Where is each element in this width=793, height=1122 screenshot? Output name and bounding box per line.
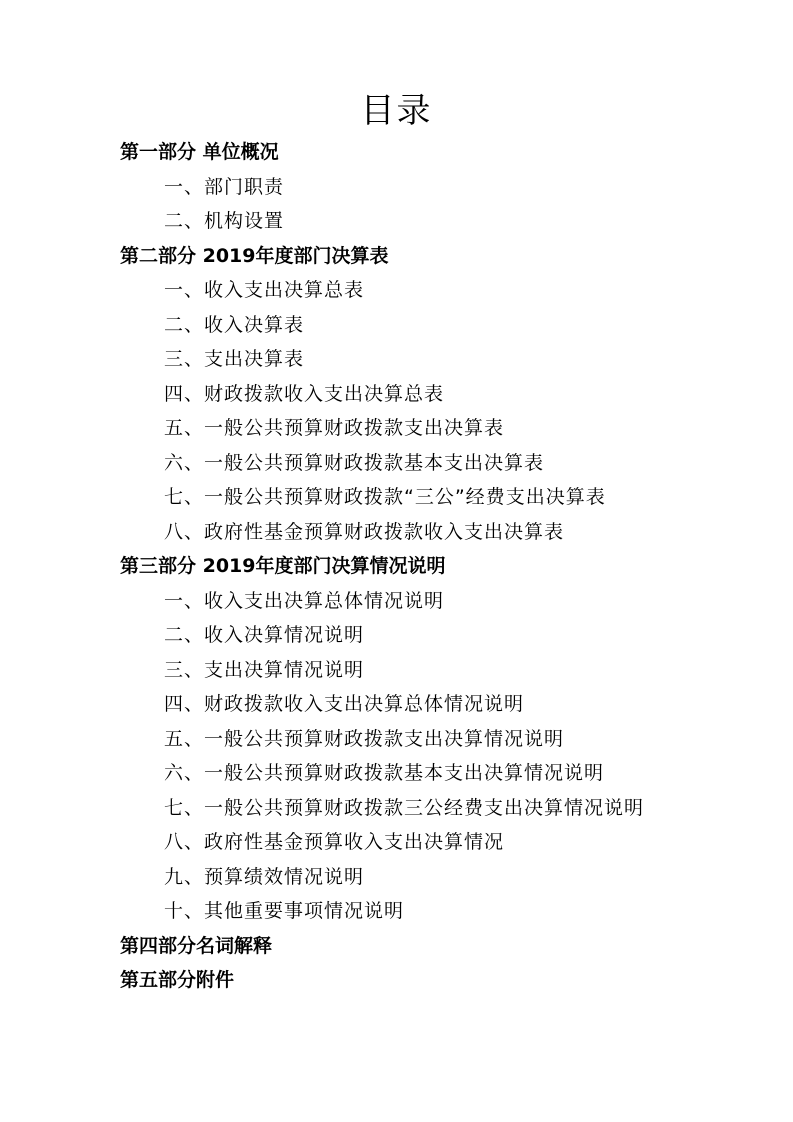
toc-section-heading: 第一部分 单位概况 (120, 141, 279, 163)
toc-entry: 五、一般公共预算财政拨款支出决算情况说明 (164, 727, 565, 750)
toc-entry: 三、支出决算情况说明 (164, 658, 365, 681)
toc-entry: 六、一般公共预算财政拨款基本支出决算表 (164, 451, 545, 474)
page-title: 目录 (360, 91, 433, 131)
toc-entry: 二、机构设置 (164, 210, 285, 232)
toc-entry: 七、一般公共预算财政拨款“三公”经费支出决算表 (164, 486, 606, 508)
toc-entry: 一、收入支出决算总表 (164, 279, 365, 301)
toc-section-heading: 第三部分 2019年度部门决算情况说明 (120, 555, 446, 577)
toc-entry: 四、财政拨款收入支出决算总体情况说明 (164, 693, 525, 715)
toc-entry: 二、收入决算表 (164, 313, 305, 336)
toc-entry: 九、预算绩效情况说明 (164, 865, 365, 888)
toc-section-heading: 第四部分名词解释 (120, 934, 273, 957)
toc-entry: 二、收入决算情况说明 (164, 624, 365, 646)
toc-section-heading: 第二部分 2019年度部门决算表 (120, 244, 389, 267)
toc-entry: 十、其他重要事项情况说明 (164, 900, 405, 922)
toc-section-heading: 第五部分附件 (120, 969, 235, 991)
toc-entry: 七、一般公共预算财政拨款三公经费支出决算情况说明 (164, 796, 645, 819)
toc-entry: 八、政府性基金预算财政拨款收入支出决算表 (164, 520, 565, 543)
toc-entry: 一、收入支出决算总体情况说明 (164, 589, 445, 612)
toc-entry: 三、支出决算表 (164, 348, 305, 370)
toc-entry: 五、一般公共预算财政拨款支出决算表 (164, 417, 505, 439)
toc-entry: 四、财政拨款收入支出决算总表 (164, 382, 445, 405)
toc-entry: 六、一般公共预算财政拨款基本支出决算情况说明 (164, 762, 605, 784)
toc-entry: 八、政府性基金预算收入支出决算情况 (164, 831, 505, 853)
toc-entry: 一、部门职责 (164, 175, 285, 198)
